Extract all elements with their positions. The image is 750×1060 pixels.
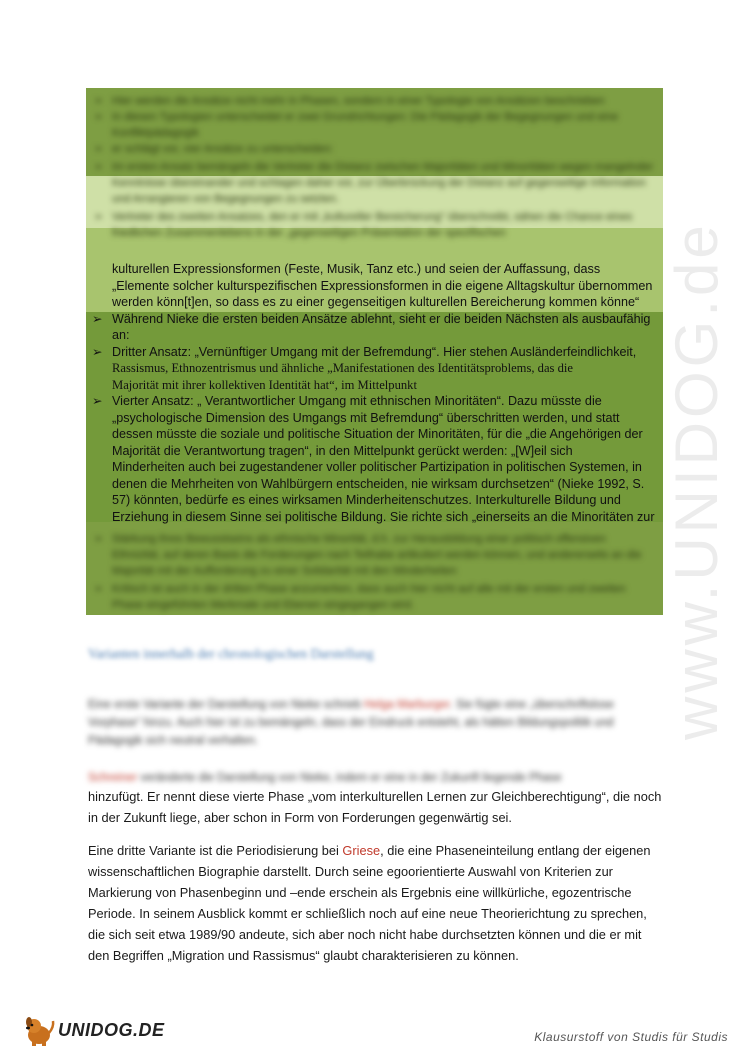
paragraph-blurred-2: Schreiner veränderte die Darstellung von Nieke, indem er eine in der Zukunft liegende Phase [88, 772, 562, 784]
footer-tagline: Klausurstoff von Studis für Studis [534, 1030, 728, 1044]
logo-text: UNIDOG.DE [58, 1019, 165, 1040]
blurred-bottom-text: ➢ Stärkung ihres Bewusstseins als ethnische Minorität, d.h. zur Herausbildung einer politisch offensiven Ethnizität, auf deren Basis die Forderungen nach Teilhabe artikuliert werden können, und andererseits an die Majorität mit der Aufforderung zu einer Solidarität mit den Minderheiten ➢ Kritisch ist auch in der dritten Phase anzumerken, dass auch hier nicht auf alle mit der ersten und zweiten Phase eingeführten Merkmale und Ebenen eingegangen wird. [86, 531, 663, 613]
readable-text: kulturellen Expressionsformen (Feste, Musik, Tanz etc.) und seien der Auffassung, dass „Elemente solcher kulturspezifischen Expressionsformen in die eigene Alltagskultur übernommen werden könn[t]en, so dass es zu einer gegenseitigen kulturellen Bereicherung kommen könne“ ➢ Während Nieke die ersten beiden Ansätze ablehnt, sieht er die beiden Nächsten als ausbaufähig an: ➢ Dritter Ansatz: „Vernünftiger Umgang mit der Befremdung“. Hier stehen Ausländerfeindlichkeit, Rassismus, Ethnozentrismus und ähnliche „Manifestationen des Identitätsproblems, das die Majorität mit ihrer kollektiven Identität hat“, im Mittelpunkt ➢ Vierter Ansatz: „ Verantwortlicher Umgang mit ethnischen Minoritäten“. Dazu müsste die „psychologische Dimension des Umgangs mit Befremdung“ überschritten werden, und statt dessen müsste die soziale und politische Situation der Minoritäten, für die „die Angehörigen der Majorität die Verantwortung tragen“, in den Mittelpunkt gerückt werden: „[W]eil sich Minderheiten auch bei zugestandener voller politischer Partizipation in politischen Systemen, in denen die Mehrheiten von Wahlbürgern entscheiden, nie wirksam durchsetzen“ (Nieke 1992, S. 57) könnten, bedürfe es eines wirksamen Minderheitenschutzes. Interkulturelle Bildung und Erziehung in diesem Sinne sei politische Bildung. Sie richte sich „einerseits an die Minoritäten zur [86, 261, 663, 525]
list-item: ➢ Vierter Ansatz: „ Verantwortlicher Umgang mit ethnischen Minoritäten“. Dazu müsste die [92, 394, 602, 408]
blurred-top-text: ➢ Hier werden die Ansätze nicht mehr in Phasen, sondern in einer Typologie von Ansätzen beschrieben ➢ In diesen Typologien unterscheidet er zwei Grundrichtungen: Die Pädagogik der Begegnungen und eine Konfliktpädagogik ➢ er schlägt vor, vier Ansätze zu unterscheiden: ➢ Im ersten Ansatz bemängeln die Vertreter die Distanz zwischen Majoritäten und Minoritäten wegen mangelnder Kenntnisse übereinander und schlagen daher vor, zur Überbrückung der Distanz auf gegenseitige Information und Arrangieren von Begegnungen zu setzten. ➢ Vertreter des zweiten Ansatzes, den er mit „kultureller Bereicherung“ überschreibt, sähen die Chance eines friedlichen Zusammenlebens in der „gegenseitigen Präsentation der spezifischen [86, 93, 663, 241]
list-item: ➢ Dritter Ansatz: „Vernünftiger Umgang mit der Befremdung“. Hier stehen Ausländerfeindlichkeit, [92, 344, 637, 359]
dog-icon [22, 1013, 56, 1047]
section-heading: Varianten innerhalb der chronologischen Darstellung [88, 646, 374, 661]
list-item: ➢ Während Nieke die ersten beiden Ansätze ablehnt, sieht er die beiden Nächsten als ausbaufähig [92, 311, 651, 326]
paragraph-schreiner: hinzufügt. Er nennt diese vierte Phase „vom interkulturellen Lernen zur Gleichberechtigung“, die noch in der Zukunft liege, aber schon in Form von Forderungen gegenwärtig sei. [88, 789, 662, 825]
arrow-bullet-icon: ➢ [92, 311, 103, 326]
watermark: www.UNIDOG.de [663, 221, 730, 740]
unidog-logo[interactable] [22, 1013, 165, 1047]
paragraph-blurred-1: Eine erste Variante der Darstellung von Nieke schrieb Helga Marburger. Sie fügte eine „überschriftslose Vorphase“ hinzu. Auch hier ist zu bemängeln, dass der Eindruck entsteht, als hätten Bildungspolitik und Pädagogik sich neutral verhalten. [88, 699, 614, 747]
arrow-bullet-icon: ➢ [92, 344, 103, 359]
arrow-bullet-icon: ➢ [92, 394, 103, 408]
highlighted-text-block [86, 88, 663, 615]
paragraph-griese: Eine dritte Variante ist die Periodisierung bei Griese, die eine Phaseneinteilung entlang der eigenen wissenschaftlichen Biographie darstellt. Durch seine egoorientierte Auswahl von Kriterien zur Markierung von Phasenbeginn und –ende erschein als Ergebnis eine willkürliche, egozentrische Periode. In seinem Ausblick kommt er schließlich noch auf eine neue Theorierichtung zu sprechen, die sich seit etwa 1989/90 andeute, sich aber noch nicht habe durchsetzten können und die er mit den Begriffen „Migration und Rassismus“ glaubt charakterisieren zu können. [88, 843, 651, 963]
